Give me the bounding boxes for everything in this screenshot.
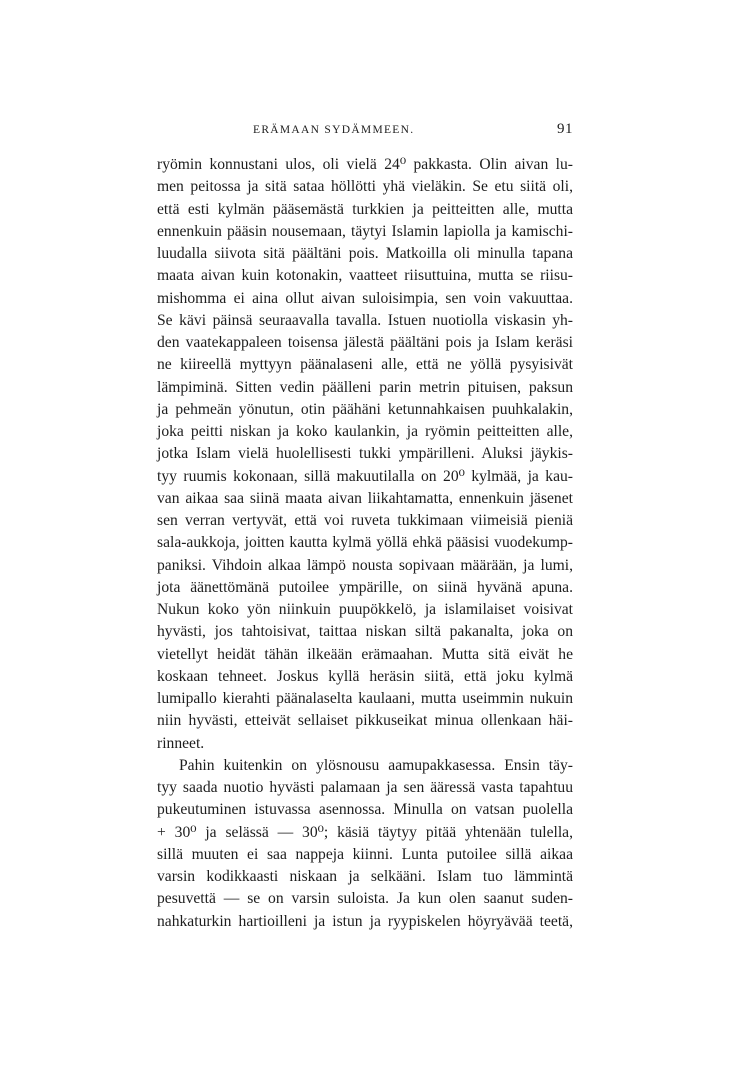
text-line: että esti kylmän pääsemästä turkkien ja peitteitten alle, mutta <box>157 200 573 218</box>
text-line: ne kiireellä myttyyn päänalaseni alle, että ne yöllä pysyisivät <box>157 356 573 374</box>
text-line: ja pehmeän yönutun, otin päähäni ketunnahkaisen puuhkalakin, <box>157 400 573 418</box>
text-line: men peitossa ja sitä sataa höllötti yhä vieläkin. Se etu siitä oli, <box>157 178 573 196</box>
text-line: den vaatekappaleen toisensa jälestä päältäni pois ja Islam keräsi <box>157 334 573 351</box>
page-number: 91 <box>557 121 573 137</box>
running-header <box>157 121 573 143</box>
text-line: mishomma ei aina ollut aivan suloisimpia, sen voin vakuuttaa. <box>157 289 573 307</box>
text-line: rinneet. <box>157 734 205 752</box>
text-line: lämpiminä. Sitten vedin päälleni parin metrin pituisen, paksun <box>157 378 573 396</box>
text-line: pesuvettä — se on varsin suloista. Ja kun olen saanut suden- <box>157 890 573 908</box>
text-line: jota äänettömänä putoilee ympärille, on siinä hyvänä apuna. <box>157 578 573 596</box>
text-line: sala-aukkoja, joitten kautta kylmä yöllä ehkä pääsisi vuodekump- <box>157 534 573 552</box>
text-line: Pahin kuitenkin on ylösnousu aamupakkasessa. Ensin täy- <box>179 756 573 774</box>
text-line: tyy saada nuotio hyvästi palamaan ja sen ääressä vasta tapahtuu <box>157 779 573 796</box>
text-line: Se kävi päinsä seuraavalla tavalla. Istuen nuotiolla viskasin yh- <box>157 311 573 329</box>
text-line: jotka Islam vielä huolellisesti tukki ympärilleni. Aluksi jäykis- <box>157 445 573 463</box>
running-title: ERÄMAAN SYDÄMMEEN. <box>253 124 415 136</box>
text-line: sen verran vertyvät, että voi ruveta tukkimaan viimeisiä pieniä <box>157 512 573 529</box>
paragraph-1 <box>157 154 573 755</box>
text-line: ennenkuin pääsin nousemaan, täytyi Islamin lapiolla ja kamischi- <box>157 222 573 240</box>
text-line: van aikaa saa siinä maata aivan liikahtamatta, ennenkuin jäsenet <box>157 489 573 507</box>
text-line: joka peitti niskan ja koko kaulankin, ja ryömin peitteitten alle, <box>157 423 573 440</box>
text-line: maata aivan kuin kotonakin, vaatteet riisuttuina, mutta se riisu- <box>157 267 573 285</box>
text-line: hyvästi, jos tahtoisivat, taittaa niskan siltä pakanalta, joka on <box>157 623 573 641</box>
text-line: tyy ruumis kokonaan, sillä makuutilalla on 20⁰ kylmää, ja kau- <box>157 467 573 485</box>
text-line: Nukun koko yön niinkuin puupökkelö, ja islamilaiset voisivat <box>157 601 573 618</box>
text-line: sillä muuten ei saa nappeja kiinni. Lunta putoilee sillä aikaa <box>157 845 573 863</box>
text-line: pukeutuminen istuvassa asennossa. Minulla on vatsan puolella <box>157 801 573 819</box>
text-line: koskaan tehneet. Joskus kyllä heräsin siitä, että joku kylmä <box>157 667 573 685</box>
text-line: niin hyvästi, etteivät sellaiset pikkuseikat minua ollenkaan häi- <box>157 712 573 730</box>
body-text <box>157 154 573 933</box>
text-line: luudalla siivota sitä päältäni pois. Matkoilla oli minulla tapana <box>157 245 573 262</box>
text-line: vietellyt heidät tähän ilkeään erämaahan. Mutta sitä eivät he <box>157 645 573 663</box>
text-line: + 30⁰ ja selässä — 30⁰; käsiä täytyy pitää yhtenään tulella, <box>157 823 573 841</box>
text-line: varsin kodikkaasti niskaan ja selkääni. Islam tuo lämmintä <box>157 868 573 885</box>
paragraph-2 <box>157 755 573 933</box>
text-line: lumipallo kierahti päänalaselta kaulaani, mutta useimmin nukuin <box>157 690 573 707</box>
text-line: nahkaturkin hartioilleni ja istun ja ryypiskelen höyryävää teetä, <box>157 912 573 930</box>
text-line: ryömin konnustani ulos, oli vielä 24⁰ pakkasta. Olin aivan lu- <box>157 156 573 173</box>
text-line: paniksi. Vihdoin alkaa lämpö nousta sopivaan määrään, ja lumi, <box>157 556 573 574</box>
